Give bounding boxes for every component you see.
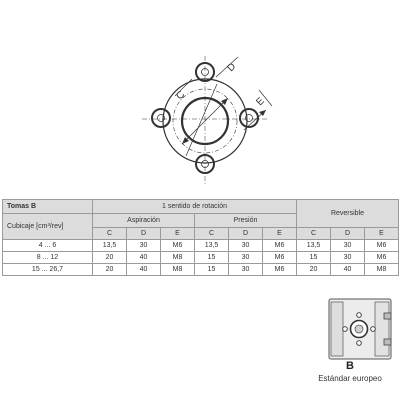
table-cell: 30	[331, 252, 365, 264]
col-header-c: C	[93, 228, 127, 240]
table-row	[3, 240, 399, 252]
table-cell: 30	[331, 240, 365, 252]
pump-cover	[375, 302, 389, 356]
table-cell: 15	[195, 252, 229, 264]
displacement-cell: 8 ... 12	[3, 252, 93, 264]
table-row	[3, 252, 399, 264]
bolt-hole-right	[240, 109, 258, 127]
table-cell: 20	[93, 252, 127, 264]
dim-d-label: D	[225, 61, 239, 75]
dim-e-label: E	[254, 95, 267, 109]
bolt-hole-left	[152, 109, 170, 127]
cover-bolt-top	[384, 313, 391, 319]
pump-port-illustration	[328, 298, 392, 360]
table-row	[3, 264, 399, 276]
col-header-d: D	[127, 228, 161, 240]
table-cell: 40	[127, 264, 161, 276]
reversible-header: Reversible	[297, 200, 399, 228]
table-cell: M6	[365, 252, 399, 264]
table-cell: M8	[161, 264, 195, 276]
table-cell: 30	[229, 264, 263, 276]
port-bolt-hole	[357, 341, 362, 346]
table-cell: 13,5	[297, 240, 331, 252]
displacement-header: Cubicaje [cm³/rev]	[3, 214, 93, 240]
port-bolt-hole	[357, 313, 362, 318]
table-cell: 30	[229, 240, 263, 252]
port-bolt-hole	[371, 327, 376, 332]
table-cell: M8	[161, 252, 195, 264]
table-cell: M6	[263, 240, 297, 252]
flange-drawing	[120, 48, 290, 196]
col-header-e: E	[365, 228, 399, 240]
flange-port-diagram	[120, 48, 290, 196]
col-header-e: E	[263, 228, 297, 240]
table-cell: 15	[195, 264, 229, 276]
col-header-d: D	[229, 228, 263, 240]
port-type-code: B	[346, 360, 354, 372]
presion-header: Presión	[195, 214, 297, 228]
table-cell: M6	[263, 264, 297, 276]
table-cell: 15	[297, 252, 331, 264]
col-header-c: C	[297, 228, 331, 240]
pump-side-face	[331, 302, 343, 356]
displacement-cell: 15 ... 26,7	[3, 264, 93, 276]
port-bolt-hole	[343, 327, 348, 332]
rotation-header: 1 sentido de rotación	[93, 200, 297, 214]
table-cell: 40	[127, 252, 161, 264]
table-cell: 13,5	[195, 240, 229, 252]
table-cell: M8	[365, 264, 399, 276]
table-cell: 40	[331, 264, 365, 276]
table-cell: 20	[297, 264, 331, 276]
table-title: Tomas B	[3, 200, 93, 214]
dim-c-label: C	[174, 89, 188, 103]
table-cell: 30	[229, 252, 263, 264]
port-dimensions-table	[2, 199, 399, 276]
dimension-d-line	[186, 84, 217, 156]
port-type-caption: Estándar europeo	[318, 374, 382, 383]
col-header-c: C	[195, 228, 229, 240]
col-header-d: D	[331, 228, 365, 240]
cover-bolt-bottom	[384, 339, 391, 345]
table-cell: M6	[365, 240, 399, 252]
table-cell: M6	[263, 252, 297, 264]
table-cell: 13,5	[93, 240, 127, 252]
table-cell: 20	[93, 264, 127, 276]
displacement-cell: 4 ... 6	[3, 240, 93, 252]
col-header-e: E	[161, 228, 195, 240]
aspiracion-header: Aspiración	[93, 214, 195, 228]
port-inner	[355, 325, 363, 333]
table-cell: 30	[127, 240, 161, 252]
table-cell: M6	[161, 240, 195, 252]
product-thumbnail	[300, 296, 400, 400]
